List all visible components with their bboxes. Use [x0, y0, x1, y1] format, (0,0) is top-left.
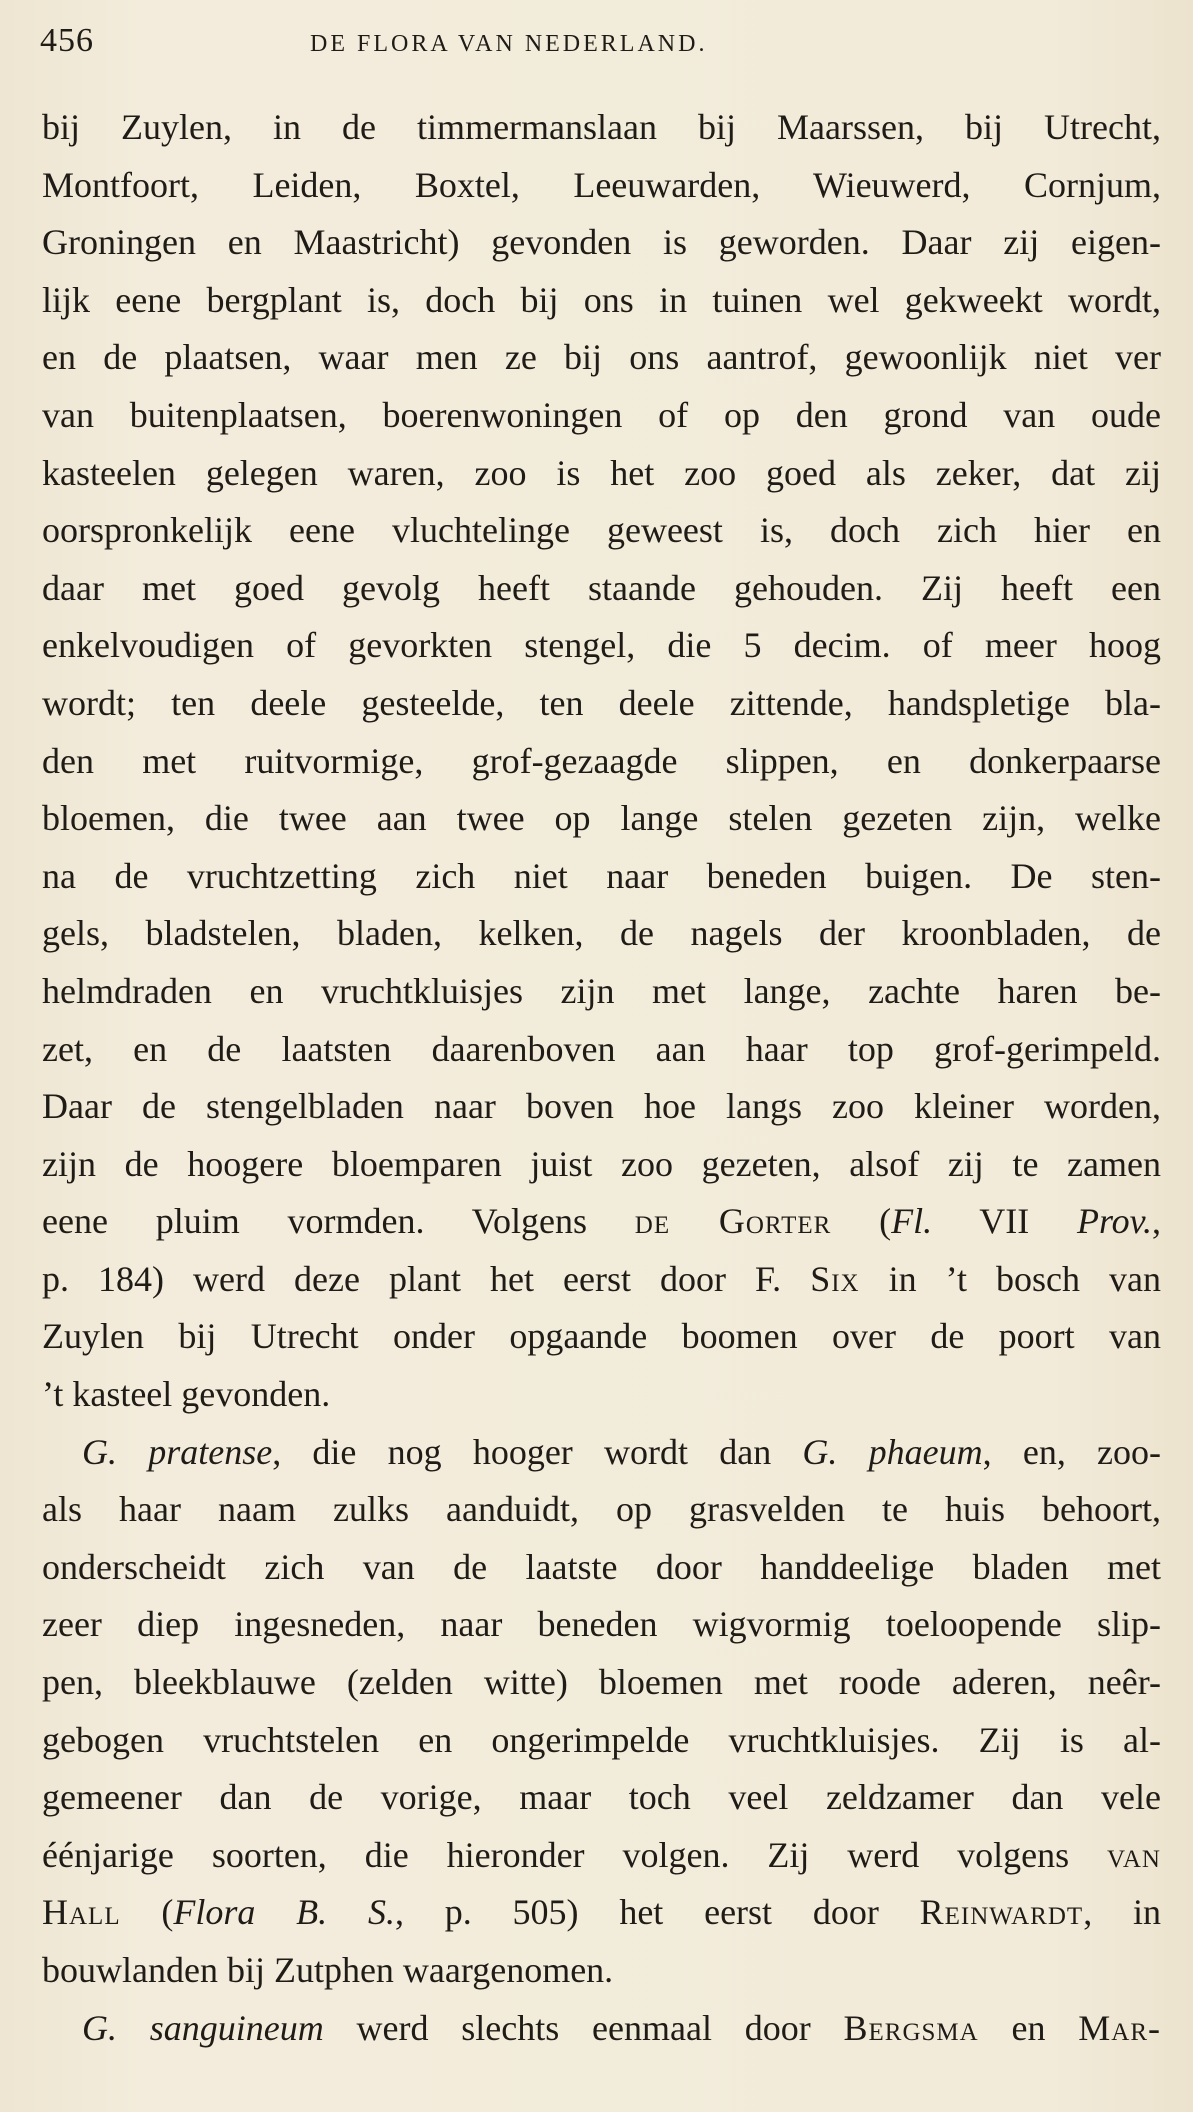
text-segment: Daar de stengelbladen naar boven hoe langs zoo kleiner worden,	[42, 1086, 1161, 1127]
text-line	[42, 214, 1161, 272]
text-segment: ’t kasteel gevonden.	[42, 1374, 331, 1415]
text-segment: éénjarige soorten, die hieronder volgen. Zij werd volgens	[42, 1834, 1108, 1875]
text-line	[42, 733, 1161, 791]
text-line	[42, 99, 1161, 157]
running-header	[40, 22, 1153, 66]
text-line	[42, 1078, 1161, 1136]
text-line	[42, 329, 1161, 387]
text-segment: enkelvoudigen of gevorkten stengel, die 5 decim. of meer hoog	[42, 625, 1161, 666]
text-line	[42, 617, 1161, 675]
text-segment: , en, zoo-	[982, 1431, 1162, 1472]
text-segment: en	[978, 2007, 1079, 2048]
italic-segment: Flora B. S.	[173, 1892, 395, 1933]
text-segment: Groningen en Maastricht) gevonden is geworden. Daar zij eigen-	[42, 222, 1161, 263]
text-segment: pen, bleekblauwe (zelden witte) bloemen met roode aderen, neêr-	[42, 1662, 1161, 1703]
body-text	[42, 99, 1161, 2057]
smallcaps-segment: Bergsma	[843, 2007, 979, 2048]
text-line	[42, 1596, 1161, 1654]
text-line	[42, 1769, 1161, 1827]
text-segment: , die nog hooger wordt dan	[272, 1431, 803, 1472]
text-line	[42, 502, 1161, 560]
text-line	[42, 1308, 1161, 1366]
page-number: 456	[40, 22, 94, 59]
italic-segment: G. sanguineum	[82, 2007, 324, 2048]
smallcaps-segment: Hall	[42, 1892, 121, 1933]
text-line	[42, 1712, 1161, 1770]
text-segment: gels, bladstelen, bladen, kelken, de nagels der kroonbladen, de	[42, 913, 1161, 954]
text-line	[42, 445, 1161, 503]
text-segment: , p. 505) het eerst door	[394, 1892, 920, 1933]
text-segment: den met ruitvormige, grof-gezaagde slippen, en donkerpaarse	[42, 740, 1161, 781]
text-segment: gebogen vruchtstelen en ongerimpelde vruchtkluisjes. Zij is al-	[42, 1719, 1161, 1760]
text-line	[42, 272, 1161, 330]
text-segment: Montfoort, Leiden, Boxtel, Leeuwarden, Wieuwerd, Cornjum,	[42, 164, 1161, 205]
text-segment: na de vruchtzetting zich niet naar beneden buigen. De sten-	[42, 855, 1161, 896]
text-line	[42, 848, 1161, 906]
italic-segment: G. phaeum	[802, 1431, 983, 1472]
text-line	[42, 157, 1161, 215]
text-line	[42, 1942, 1161, 2000]
text-line	[42, 675, 1161, 733]
text-line	[42, 1539, 1161, 1597]
text-segment: lijk eene bergplant is, doch bij ons in tuinen wel gekweekt wordt,	[42, 279, 1161, 320]
text-line	[42, 905, 1161, 963]
text-line	[42, 560, 1161, 618]
text-line	[42, 1251, 1161, 1309]
smallcaps-segment: van	[1107, 1834, 1161, 1875]
text-segment: (	[120, 1892, 174, 1933]
text-segment: , in	[1083, 1892, 1161, 1933]
text-segment: oorspronkelijk eene vluchtelinge geweest is, doch zich hier en	[42, 510, 1161, 551]
text-line	[42, 1193, 1161, 1251]
text-line	[42, 1481, 1161, 1539]
text-line	[42, 387, 1161, 445]
text-line	[42, 1424, 1161, 1482]
text-segment: daar met goed gevolg heeft staande gehouden. Zij heeft een	[42, 567, 1161, 608]
text-segment: zijn de hoogere bloemparen juist zoo gezeten, alsof zij te zamen	[42, 1143, 1161, 1184]
running-title: DE FLORA VAN NEDERLAND.	[310, 31, 708, 57]
italic-segment: Fl.	[891, 1201, 933, 1242]
text-line	[42, 1021, 1161, 1079]
text-segment: zet, en de laatsten daarenboven aan haar top grof-gerimpeld.	[42, 1028, 1161, 1069]
text-segment: onderscheidt zich van de laatste door handdeelige bladen met	[42, 1546, 1161, 1587]
text-line	[42, 1136, 1161, 1194]
text-segment: VII	[932, 1201, 1078, 1242]
text-segment: van buitenplaatsen, boerenwoningen of op den grond van oude	[42, 394, 1161, 435]
text-segment: als haar naam zulks aanduidt, op grasvelden te huis behoort,	[42, 1489, 1161, 1530]
text-line	[42, 2000, 1161, 2058]
smallcaps-segment: Mar-	[1078, 2007, 1161, 2048]
smallcaps-segment: Reinwardt	[919, 1892, 1084, 1933]
text-line	[42, 790, 1161, 848]
smallcaps-segment: de Gorter	[634, 1201, 832, 1242]
text-line	[42, 1366, 1161, 1424]
text-segment: werd slechts eenmaal door	[323, 2007, 844, 2048]
text-segment: gemeener dan de vorige, maar toch veel zeldzamer dan vele	[42, 1777, 1161, 1818]
text-segment: bloemen, die twee aan twee op lange stelen gezeten zijn, welke	[42, 798, 1161, 839]
italic-segment: Prov.	[1077, 1201, 1152, 1242]
text-line	[42, 1827, 1161, 1885]
text-segment: p. 184) werd deze plant het eerst door F.	[42, 1258, 811, 1299]
text-segment: wordt; ten deele gesteelde, ten deele zittende, handspletige bla-	[42, 682, 1161, 723]
text-segment: eene pluim vormden. Volgens	[42, 1201, 635, 1242]
text-segment: Zuylen bij Utrecht onder opgaande boomen over de poort van	[42, 1316, 1161, 1357]
text-segment: bij Zuylen, in de timmermanslaan bij Maarssen, bij Utrecht,	[42, 107, 1161, 147]
text-segment: (	[831, 1201, 892, 1242]
text-line	[42, 1654, 1161, 1712]
text-line	[42, 963, 1161, 1021]
text-segment: kasteelen gelegen waren, zoo is het zoo goed als zeker, dat zij	[42, 452, 1161, 493]
text-segment: en de plaatsen, waar men ze bij ons aantrof, gewoonlijk niet ver	[42, 337, 1161, 378]
text-segment: in ’t bosch van	[859, 1258, 1162, 1299]
text-line	[42, 1884, 1161, 1942]
italic-segment: G. pratense	[82, 1431, 273, 1472]
text-segment: helmdraden en vruchtkluisjes zijn met lange, zachte haren be-	[42, 970, 1161, 1011]
text-segment: zeer diep ingesneden, naar beneden wigvormig toeloopende slip-	[42, 1604, 1161, 1645]
text-segment: bouwlanden bij Zutphen waargenomen.	[42, 1950, 614, 1990]
smallcaps-segment: Six	[810, 1258, 860, 1299]
text-segment: ,	[1152, 1201, 1161, 1242]
